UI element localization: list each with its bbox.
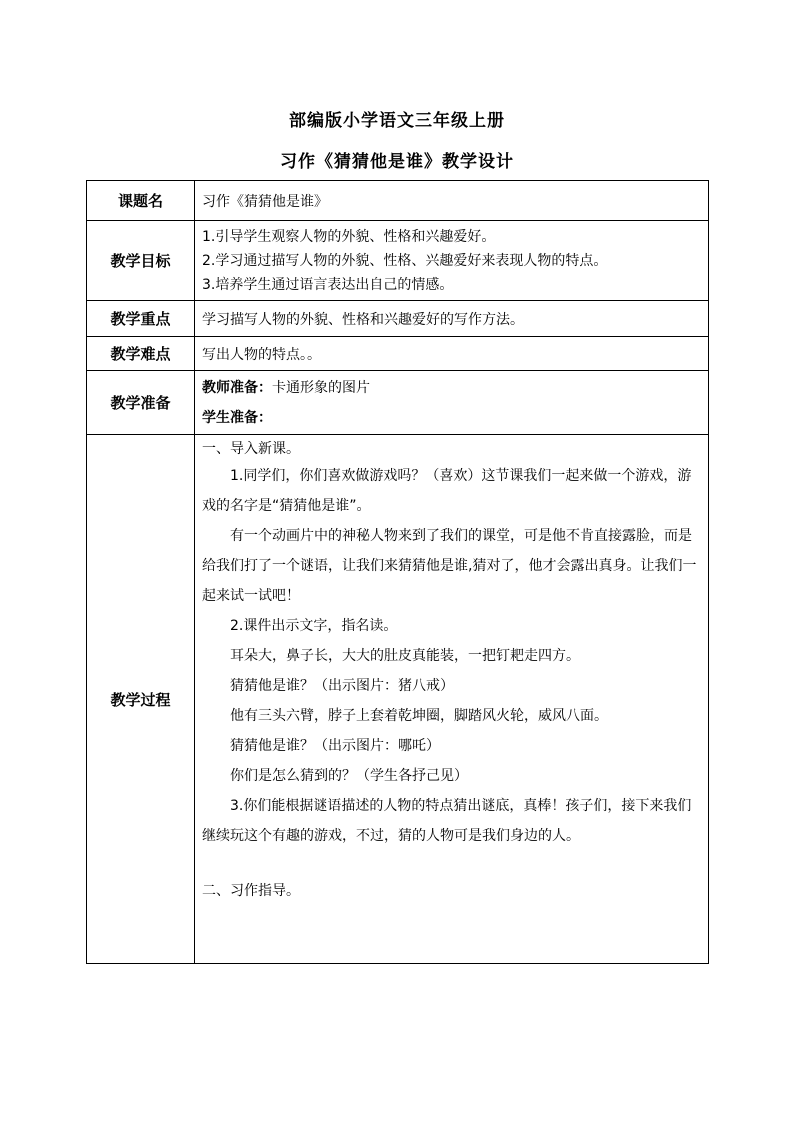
row-key-points: [87, 301, 709, 337]
process-paragraph: 猜猜他是谁？（出示图片：哪吒）: [230, 738, 440, 754]
value-process: [195, 435, 709, 964]
process-paragraph: 你们是怎么猜到的？（学生各抒己见）: [230, 768, 468, 784]
document-subtitle: 习作《猜猜他是谁》教学设计: [280, 152, 514, 172]
label-process: 教学过程: [87, 435, 195, 964]
value-difficulties: 写出人物的特点。。: [195, 337, 709, 371]
student-prep-label: 学生准备：: [202, 409, 272, 426]
row-topic: [87, 181, 709, 221]
process-paragraph: 3.你们能根据谜语描述的人物的特点猜出谜底，真棒！孩子们，接下来我们继续玩这个有趣的游戏，不过，猜的人物可是我们身边的人。: [202, 798, 692, 844]
label-objectives: 教学目标: [87, 221, 195, 301]
row-difficulties: [87, 337, 709, 371]
row-process: [87, 435, 709, 964]
lesson-plan-table: [86, 180, 709, 964]
objective-item: 1.引导学生观察人物的外貌、性格和兴趣爱好。: [202, 228, 496, 245]
row-preparation: [87, 371, 709, 435]
row-objectives: [87, 221, 709, 301]
section-heading: 一、导入新课。: [202, 441, 300, 457]
section-heading: 二、习作指导。: [202, 883, 300, 899]
value-objectives: [195, 221, 709, 301]
process-paragraph: 耳朵大，鼻子长，大大的肚皮真能装，一把钉耙走四方。: [230, 648, 580, 664]
label-preparation: 教学准备: [87, 371, 195, 435]
process-paragraph: 他有三头六臂，脖子上套着乾坤圈，脚踏风火轮，威风八面。: [230, 708, 608, 724]
process-paragraph: 1.同学们，你们喜欢做游戏吗？（喜欢）这节课我们一起来做一个游戏，游戏的名字是“猜猜他是谁”。: [202, 468, 692, 514]
objective-item: 2.学习通过描写人物的外貌、性格、兴趣爱好来表现人物的特点。: [202, 252, 608, 269]
objective-item: 3.培养学生通过语言表达出自己的情感。: [202, 276, 454, 293]
value-topic: 习作《猜猜他是谁》: [195, 181, 709, 221]
value-preparation: [195, 371, 709, 435]
process-paragraph: 猜猜他是谁？（出示图片：猪八戒）: [230, 678, 454, 694]
teacher-prep-value: 卡通形象的图片: [272, 379, 370, 396]
process-paragraph: 有一个动画片中的神秘人物来到了我们的课堂，可是他不肯直接露脸，而是给我们打了一个谜语，让我们来猜猜他是谁,猜对了，他才会露出真身。让我们一起来试一试吧！: [202, 528, 697, 604]
process-paragraph: 2.课件出示文字，指名读。: [230, 618, 398, 634]
label-key-points: 教学重点: [87, 301, 195, 337]
label-difficulties: 教学难点: [87, 337, 195, 371]
value-key-points: 学习描写人物的外貌、性格和兴趣爱好的写作方法。: [195, 301, 709, 337]
teacher-prep-label: 教师准备：: [202, 379, 272, 396]
label-topic: 课题名: [87, 181, 195, 221]
document-title: 部编版小学语文三年级上册: [289, 111, 505, 131]
